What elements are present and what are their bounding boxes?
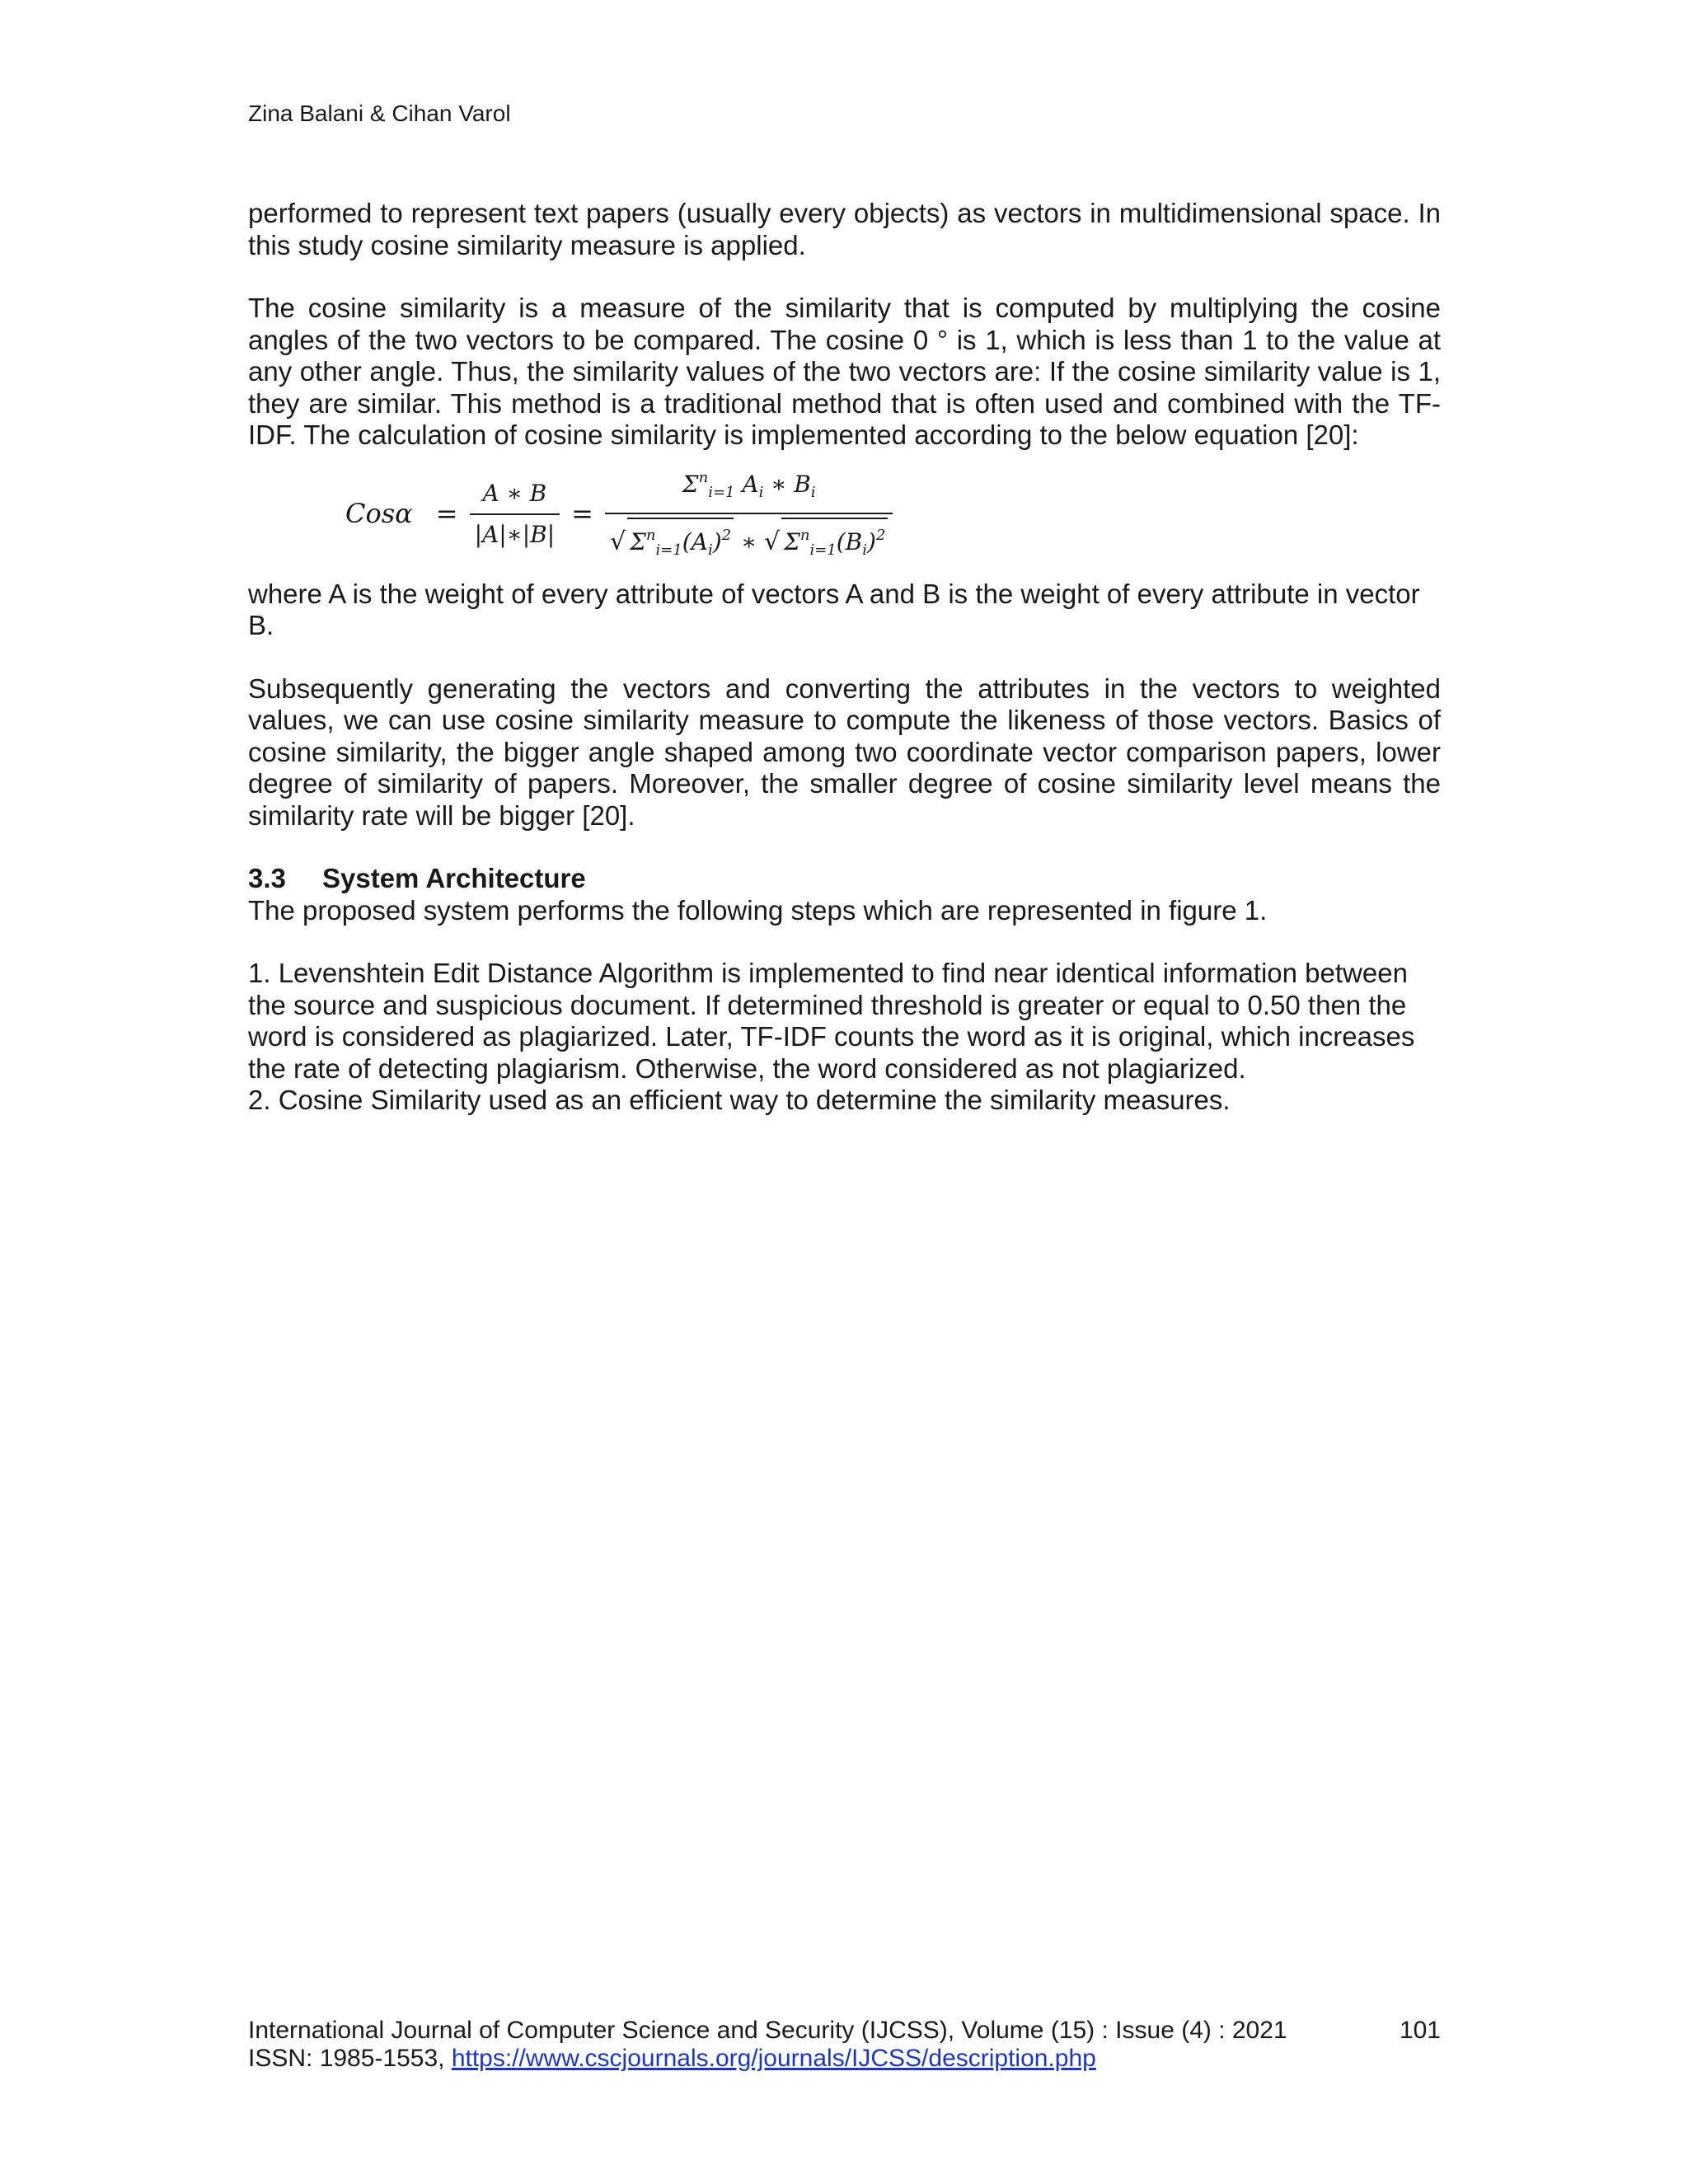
fraction-numerator: A ∗ B	[482, 479, 547, 507]
section-number: 3.3	[248, 863, 286, 893]
journal-url-link[interactable]: https://www.cscjournals.org/journals/IJCSS/description.php	[451, 2045, 1096, 2072]
journal-citation: International Journal of Computer Science and Security (IJCSS), Volume (15) : Issue (4) : 2021	[248, 2017, 1287, 2044]
section-title: System Architecture	[322, 863, 586, 893]
sum-numerator: $\Sigma^n_{i=1}$ $A_i$ ∗ $B_i$	[682, 468, 816, 501]
running-head: Zina Balani & Cihan Varol	[248, 101, 511, 126]
equals-sign-2: =	[571, 498, 593, 530]
page-number: 101	[1399, 2017, 1441, 2044]
equation-lhs: Cosα	[345, 498, 413, 530]
paragraph-system-overview: The proposed system performs the following steps which are represented in figure 1.	[248, 894, 1268, 926]
cosine-similarity-equation	[345, 462, 1441, 567]
list-item-step-2: 2. Cosine Similarity used as an efficient way to determine the similarity measures.	[248, 1085, 1231, 1115]
paragraph-cosine-definition: The cosine similarity is a measure of the similarity that is computed by multiplying the cosine angles of the two vectors to be compared. The cosine 0 ° is 1, which is less than 1 to the value at any other angle. Thus, the similarity values of the two vectors are: If the cosine similarity value is 1, they are similar. This method is a traditional method that is often used and combined with the TF-IDF. The calculation of cosine similarity is implemented according to the below equation [20]:	[248, 293, 1441, 450]
paragraph-intro: performed to represent text papers (usually every objects) as vectors in multidimensional space. In this study cosine similarity measure is applied.	[248, 198, 1441, 260]
equals-sign: =	[435, 498, 458, 530]
list-item-step-1: 1. Levenshtein Edit Distance Algorithm is implemented to find near identical information between the source and suspicious document. If determined threshold is greater or equal to 0.50 then the word is considered as plagiarized. Later, TF-IDF counts the word as it is original, which increases the rate of detecting plagiarism. Otherwise, the word considered as not plagiarized.	[248, 958, 1415, 1084]
issn-label: ISSN: 1985-1553,	[248, 2045, 452, 2072]
fraction-vector-form	[470, 477, 560, 551]
paragraph-weights: where A is the weight of every attribute of vectors A and B is the weight of every attribute in vector B.	[248, 578, 1420, 640]
fraction-denominator: |A|∗|B|	[474, 520, 556, 548]
sum-denominator: √ $\Sigma^n_{i=1}(A_i)^2$ ∗ √ $\Sigma^n_{i=1}(B_i)^2$	[605, 518, 893, 567]
section-heading	[248, 863, 1441, 895]
paragraph-vectors: Subsequently generating the vectors and converting the attributes in the vectors to weighted values, we can use cosine similarity measure to compute the likeness of those vectors. Basics of cosine similarity, the bigger angle shaped among two coordinate vector comparison papers, lower degree of similarity of papers. Moreover, the smaller degree of cosine similarity level means the similarity rate will be bigger [20].	[248, 673, 1441, 831]
page-footer	[248, 2017, 1441, 2073]
page-body	[248, 198, 1441, 1117]
fraction-sum-form	[605, 462, 893, 567]
